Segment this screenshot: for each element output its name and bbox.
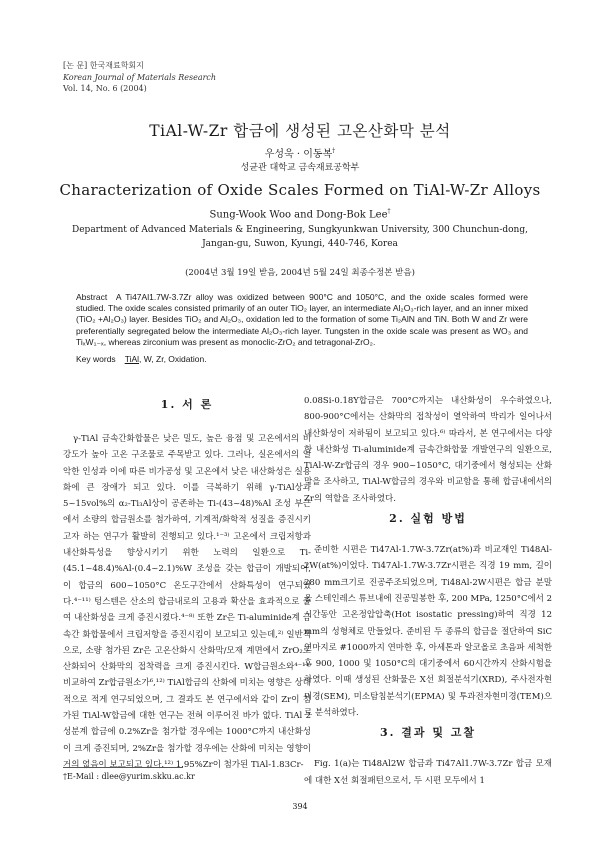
footnote bbox=[63, 767, 311, 781]
keyword-tial: TiAl bbox=[124, 354, 140, 364]
section-heading-methods: 2. 실험 방법 bbox=[389, 512, 467, 526]
intro-paragraph: γ-TiAl 금속간화합물은 낮은 밀도, 높은 융점 및 고온에서의 비강도가 높아 고온 구조물로 주목받고 있다. 그러나, 실온에서의 열악한 인성과 이에 따른 비가공성 및 고온에서 낮은 내산화성은 실용화에 큰 장애가 되고 있다. 이를 극복하기 위해 γ-TiAl상과 5~15vol%의 α₂-Ti₃Al상이 공존하는 Ti-(43~48)%Al 조성 부근에서 소량의 합금원소를 첨가하여, 기계적/화학적 성질을 증진시키고자 하는 연구가 활발히 진행되고 있다.¹⁻³⁾ 고온에서 크립저항과 내산화특성을 향상시키기 위한 노력의 일환으로 Ti-(45.1~48.4)%Al-(0.4~2.1)%W 조성을 갖는 합금이 개발되어, 이 합금의 600~1050°C 온도구간에서 산화특성이 연구되었다.⁴⁻¹¹⁾ 텅스텐은 산소의 합금내로의 고용과 확산을 효과적으로 줄여 내산화성을 크게 증진시켰다.⁴⁻⁸⁾ 또한 Zr은 Ti-aluminide계 금속간 화합물에서 크립저항을 증진시킴이 보고되고 있는데,²⁾ 일반적으로, 소량 첨가된 Zr은 고온산화시 산화막/모재 계면에서 ZrO₂로 산화되어 산화막의 접착력을 크게 증진시킨다. W합금원소와⁴⁻¹¹⁾ 비교하여 Zr합금원소가⁶,¹²⁾ TiAl합금의 산화에 미치는 영향은 상대적으로 적게 연구되었으며, 그 결과도 본 연구에서와 같이 Zr이 첨가된 TiAl-W합금에 대한 연구는 전혀 이루어진 바가 없다. TiAl 2성분계 합금에 0.2%Zr을 첨가할 경우에는 1000°C까지 내산화성이 크게 증진되며, 2%Zr을 첨가할 경우에는 산화에 미치는 영향이 거의 없음이 보고되고 있다.¹²⁾ 1.95%Zr이 첨가된 TiAl-1.83Cr- bbox=[63, 434, 311, 770]
left-column bbox=[63, 393, 311, 773]
results-paragraph: Fig. 1(a)는 Ti48Al2W 합금과 Ti47Al1.7W-3.7Zr 합금 모재에 대한 X선 회절패턴으로서, 두 시편 모두에서 1 bbox=[304, 759, 552, 786]
received-dates: (2004년 3월 19일 받음, 2004년 5월 24일 최종수정본 받음) bbox=[185, 268, 415, 278]
right-column bbox=[304, 393, 552, 789]
affiliation-english: Department of Advanced Materials & Engineering, Sungkyunkwan University, 300 Chunchun-dong, Jangan-gu, Suwon, Kyungi, 440-746, Korea bbox=[72, 225, 528, 249]
journal-label: [논 문] 한국재료학회지 bbox=[63, 61, 144, 70]
journal-volume: Vol. 14, No. 6 (2004) bbox=[63, 84, 147, 93]
journal-header bbox=[63, 60, 216, 95]
section-heading-intro: 1. 서 론 bbox=[160, 398, 214, 411]
corresponding-mark-en: † bbox=[387, 208, 391, 215]
keywords bbox=[76, 354, 207, 364]
authors-english: Sung-Wook Woo and Dong-Bok Lee† bbox=[209, 208, 391, 221]
corresponding-mark: † bbox=[332, 147, 336, 155]
authors-korean: 우성욱 · 이동복† bbox=[264, 147, 336, 160]
abstract bbox=[76, 292, 528, 348]
affiliation-korean: 성균관 대학교 금속재료공학부 bbox=[240, 163, 360, 173]
title-english: Characterization of Oxide Scales Formed on TiAl-W-Zr Alloys bbox=[59, 181, 541, 199]
section-heading-results: 3. 결과 및 고찰 bbox=[379, 726, 477, 740]
methods-paragraph: 준비한 시편은 Ti47Al-1.7W-3.7Zr(at%)과 비교재인 Ti48Al-2W(at%)이었다. Ti47Al-1.7W-3.7Zr시편은 직경 19 mm, 길이 280 mm크기로 진공주조되었으며, Ti48Al-2W시편은 합금 분말을 스테인레스 튜브내에 진공밀봉한 후, 200 MPa, 1250°C에서 2시간동안 고온정압압축(Hot isostatic pressing)하여 직경 12 mm의 성형체로 만들었다. 준비된 두 종류의 합금을 절단하여 SiC 연마지로 #1000까지 연마한 후, 아세톤과 알코올로 초음파 세척한 후 900, 1000 및 1050°C의 대기중에서 60시간까지 산화시험을 하였다. 이때 생성된 산화물은 X선 회절분석기(XRD), 주사전자현미경(SEM), 미소탐침분석기(EPMA) 및 투과전자현미경(TEM)으로 분석하였다. bbox=[304, 545, 552, 719]
abstract-text: A Ti47Al1.7W-3.7Zr alloy was oxidized between 900°C and 1050°C, and the oxide scales formed were studied. The oxide scales consisted primarily of an outer TiO₂ layer, an intermediate Al₂O₃-rich layer, and an inner mixed (TiO₂ +Al₂O₃) layer. Besides TiO₂ and Al₂O₃, oxidation led to the formation of some Ti₂AlN and TiN. Both W and Zr were preferentially segregated below the intermediate Al₂O₃-rich layer. Tungsten in the oxide scale was present as WO₃ and TiₓW₁₋ₓ, whereas zirconium was present as monoclic-ZrO₂ and tetragonal-ZrO₂. bbox=[76, 292, 528, 347]
keywords-rest: , W, Zr, Oxidation. bbox=[139, 354, 207, 364]
journal-name: Korean Journal of Materials Research bbox=[63, 72, 217, 82]
footnote-rule bbox=[63, 767, 183, 768]
abstract-label: Abstract bbox=[76, 292, 108, 302]
intro-paragraph-continued: 0.08Si-0.18Y합금은 700°C까지는 내산화성이 우수하였으나, 800-900°C에서는 산화막의 접착성이 열악하여 박리가 일어나서 내산화성이 저하됨이 보고되고 있다.⁶⁾ 따라서, 본 연구에서는 다양한 내산화성 Ti-aluminide계 금속간화합물 개발연구의 일환으로, TiAl-W-Zr합금의 경우 900~1050°C, 대기중에서 형성되는 산화막을 조사하고, TiAl-W합금의 경우와 비교함을 통해 합금내에서의 Zr의 역할을 조사하였다. bbox=[304, 396, 552, 504]
title-korean: TiAl-W-Zr 합금에 생성된 고온산화막 분석 bbox=[149, 122, 451, 140]
page-number: 394 bbox=[292, 802, 308, 811]
keywords-label: Key words bbox=[76, 354, 116, 364]
footnote-email: †E-Mail : dlee@yurim.skku.ac.kr bbox=[63, 772, 195, 781]
